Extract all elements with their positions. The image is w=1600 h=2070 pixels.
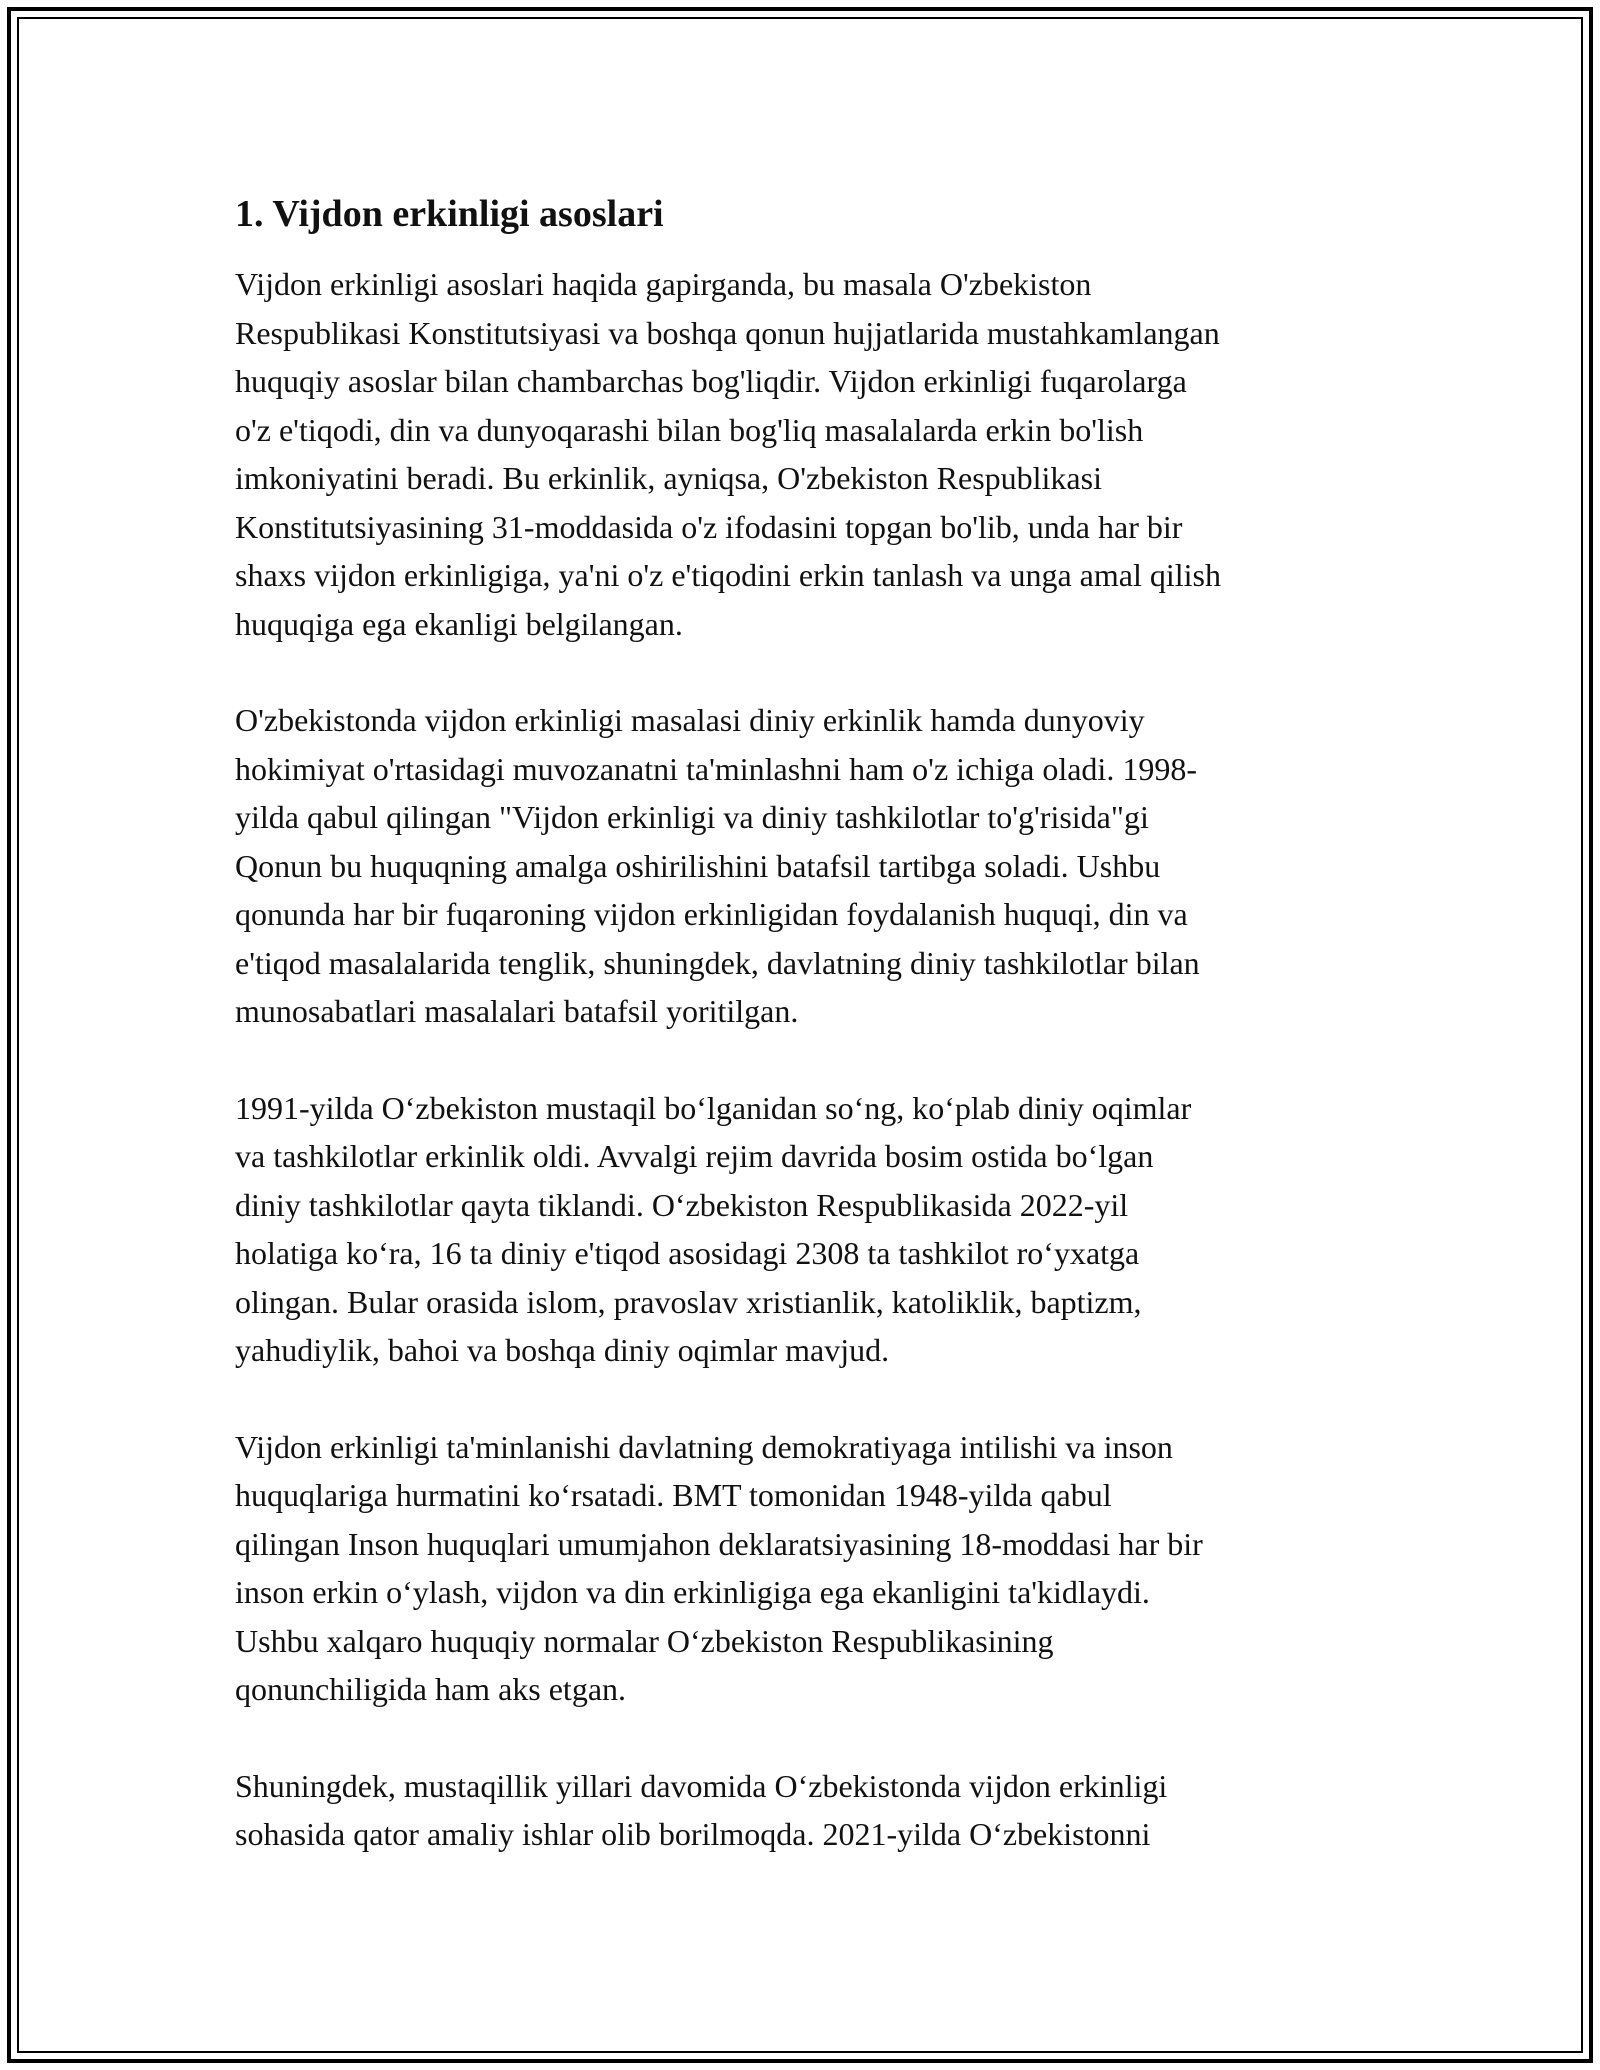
paragraph-law-1998: O'zbekistonda vijdon erkinligi masalasi diniy erkinlik hamda dunyoviy hokimiyat o'rtasidagi muvozanatni ta'minlashni ham o'z ichiga oladi. 1998- yilda qabul qilingan "Vijdon erkinligi va diniy tashkilotlar to'g'risida"gi Qonun bu huquqning amalga oshirilishini batafsil tartibga soladi. Ushbu qonunda har bir fuqaroning vijdon erkinligidan foydalanish huquqi, din va e'tiqod masalalarida tenglik, shuningdek, davlatning diniy tashkilotlar bilan munosabatlari masalalari batafsil yoritilgan. <box>235 702 1200 1029</box>
section-heading: 1. Vijdon erkinligi asoslari <box>235 193 664 235</box>
paragraph-practical-work: Shuningdek, mustaqillik yillari davomida O‘zbekistonda vijdon erkinligi sohasida qator amaliy ishlar olib borilmoqda. 2021-yilda O‘zbekistonni <box>235 1767 1168 1852</box>
paragraph-human-rights-declaration: Vijdon erkinligi ta'minlanishi davlatning demokratiyaga intilishi va inson huquqlariga hurmatini ko‘rsatadi. BMT tomonidan 1948-yilda qabul qilingan Inson huquqlari umumjahon deklaratsiyasining 18-moddasi har bir inson erkin o‘ylash, vijdon va din erkinligiga ega ekanligini ta'kidlaydi. Ushbu xalqaro huquqiy normalar O‘zbekiston Respublikasining qonunchiligida ham aks etgan. <box>235 1428 1203 1707</box>
paragraph-constitutional-basis: Vijdon erkinligi asoslari haqida gapirganda, bu masala O'zbekiston Respublikasi Konstitutsiyasi va boshqa qonun hujjatlarida mustahkamlangan huquqiy asoslar bilan chambarchas bog'liqdir. Vijdon erkinligi fuqarolarga o'z e'tiqodi, din va dunyoqarashi bilan bog'liq masalalarda erkin bo'lish imkoniyatini beradi. Bu erkinlik, ayniqsa, O'zbekiston Respublikasi Konstitutsiyasining 31-moddasida o'z ifodasini topgan bo'lib, unda har bir shaxs vijdon erkinligiga, ya'ni o'z e'tiqodini erkin tanlash va unga amal qilish huquqiga ega ekanligi belgilangan. <box>235 266 1221 642</box>
document-body <box>235 190 1385 1907</box>
paragraph-independence-organizations: 1991-yilda O‘zbekiston mustaqil bo‘lganidan so‘ng, ko‘plab diniy oqimlar va tashkilotlar erkinlik oldi. Avvalgi rejim davrida bosim ostida bo‘lgan diniy tashkilotlar qayta tiklandi. O‘zbekiston Respublikasida 2022-yil holatiga ko‘ra, 16 ta diniy e'tiqod asosidagi 2308 ta tashkilot ro‘yxatga olingan. Bular orasida islom, pravoslav xristianlik, katoliklik, baptizm, yahudiylik, bahoi va boshqa diniy oqimlar mavjud. <box>235 1089 1192 1368</box>
